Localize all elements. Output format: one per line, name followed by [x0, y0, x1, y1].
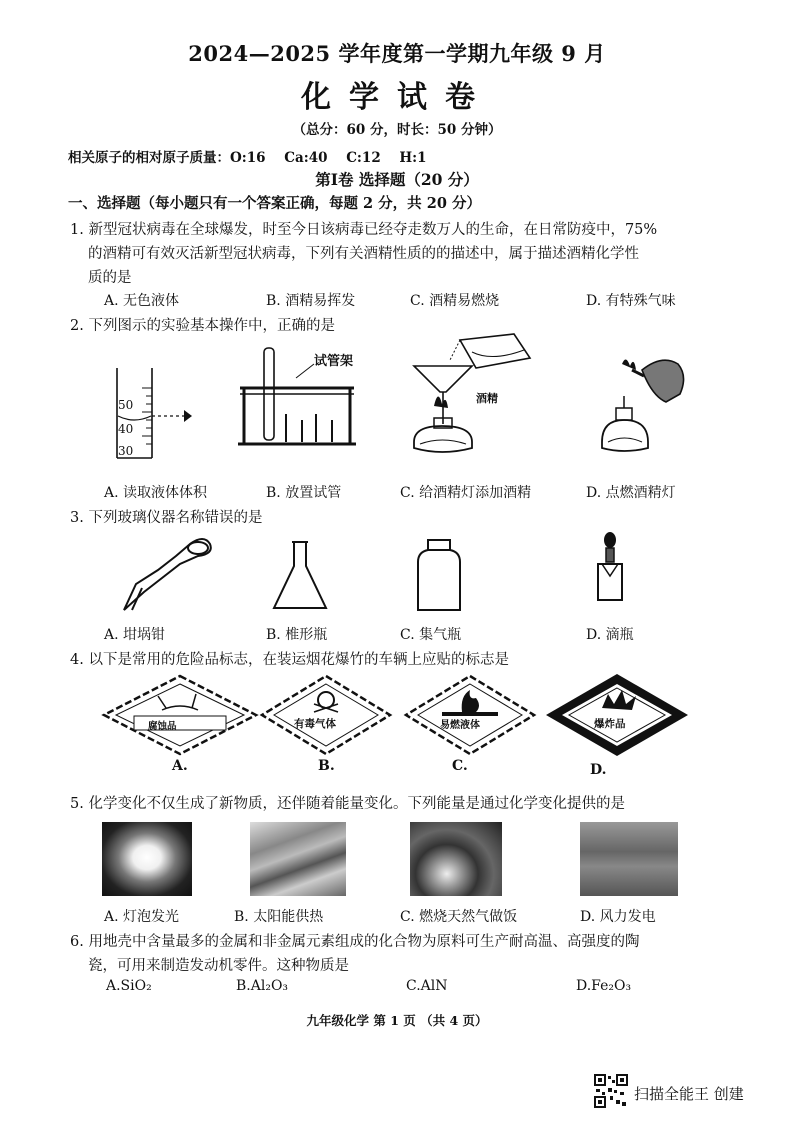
q4-letter-d: D.	[590, 762, 607, 778]
dropper-bottle-figure	[590, 530, 630, 606]
q4-letter-c: C.	[452, 758, 468, 774]
q6-option-a: A.SiO₂	[106, 978, 152, 994]
photo-light-bulb	[102, 822, 192, 896]
tick-40: 40	[118, 422, 134, 436]
conical-flask-figure	[270, 540, 330, 614]
photo-solar-heater	[250, 822, 346, 896]
tick-30: 30	[118, 444, 134, 458]
q5-stem: 5. 化学变化不仅生成了新物质，还伴随着能量变化。下列能量是通过化学变化提供的是	[70, 796, 625, 812]
exam-title-line1: 2024—2025 学年度第一学期九年级 9 月	[188, 41, 606, 66]
sign-explosive-figure	[544, 672, 690, 758]
q6-option-c: C.AlN	[406, 978, 448, 994]
q6-option-b: B.Al₂O₃	[236, 978, 289, 994]
sign-label-a: 腐蚀品	[148, 721, 177, 732]
q3-option-d: D. 滴瓶	[586, 627, 634, 643]
lamp-lighting-figure	[596, 350, 706, 462]
q5-option-b: B. 太阳能供热	[234, 909, 324, 925]
q1-line2: 的酒精可有效灭活新型冠状病毒，下列有关酒精性质的的描述中，属于描述酒精化学性	[88, 246, 639, 262]
q3-stem: 3. 下列玻璃仪器名称错误的是	[70, 510, 263, 526]
q1-option-a: A. 无色液体	[104, 293, 180, 309]
gas-jar-figure	[414, 538, 464, 614]
alcohol-label: 酒精	[476, 392, 498, 405]
exam-subtitle: （总分：60 分，时长：50 分钟）	[292, 122, 502, 138]
atomic-masses: 相关原子的相对原子质量：O:16 Ca:40 C:12 H:1	[68, 150, 427, 166]
q3-option-b: B. 椎形瓶	[266, 627, 328, 643]
q6-line2: 瓷，可用来制造发动机零件。这种物质是	[88, 958, 349, 974]
q2-stem: 2. 下列图示的实验基本操作中，正确的是	[70, 318, 335, 334]
flame-icon	[462, 690, 479, 712]
sign-label-c: 易燃液体	[440, 720, 480, 731]
q2-option-a: A. 读取液体体积	[104, 485, 208, 501]
q1-line1: 1. 新型冠状病毒在全球爆发，时至今日该病毒已经夺走数万人的生命，在日常防疫中，75%	[70, 222, 658, 238]
q2-option-d: D. 点燃酒精灯	[586, 485, 676, 501]
q2-option-b: B. 放置试管	[266, 485, 342, 501]
part1-title: 第Ⅰ卷 选择题（20 分）	[315, 170, 479, 189]
q1-option-d: D. 有特殊气味	[586, 293, 676, 309]
sign-label-d: 爆炸品	[594, 718, 626, 730]
section-title: 一、选择题（每小题只有一个答案正确，每题 2 分，共 20 分）	[68, 195, 481, 212]
q3-option-a: A. 坩埚钳	[104, 627, 166, 643]
exam-title: 化学试卷	[301, 80, 493, 115]
sign-flammable-liquid-figure	[402, 672, 538, 758]
sign-label-b: 有毒气体	[294, 718, 336, 730]
q6-option-d: D.Fe₂O₃	[576, 978, 632, 994]
q1-option-b: B. 酒精易挥发	[266, 293, 356, 309]
q4-letter-a: A.	[172, 758, 188, 774]
q1-option-c: C. 酒精易燃烧	[410, 293, 500, 309]
q3-option-c: C. 集气瓶	[400, 627, 462, 643]
photo-gas-stove	[410, 822, 502, 896]
sign-corrosive-figure	[100, 672, 260, 758]
q4-letter-b: B.	[318, 758, 335, 774]
page-footer: 九年级化学 第 1 页 （共 4 页）	[306, 1013, 488, 1028]
qr-code-icon	[594, 1074, 628, 1108]
q5-option-a: A. 灯泡发光	[104, 909, 180, 925]
q4-stem: 4. 以下是常用的危险品标志，在装运烟花爆竹的车辆上应贴的标志是	[70, 652, 509, 668]
tick-50: 50	[118, 398, 134, 412]
q1-line3: 质的是	[88, 270, 132, 286]
eye-icon	[184, 410, 192, 422]
q6-line1: 6. 用地壳中含量最多的金属和非金属元素组成的化合物为原料可生产耐高温、高强度的陶	[70, 934, 640, 950]
photo-wind-turbine	[580, 822, 678, 896]
rack-label: 试管架	[314, 354, 354, 369]
scanner-watermark: 扫描全能王 创建	[634, 1085, 744, 1103]
crucible-tongs-figure	[118, 530, 218, 614]
alcohol-funnel-figure	[406, 332, 536, 464]
q2-option-c: C. 给酒精灯添加酒精	[400, 485, 532, 501]
q5-option-d: D. 风力发电	[580, 909, 656, 925]
q5-option-c: C. 燃烧天然气做饭	[400, 909, 518, 925]
sign-toxic-gas-figure	[258, 672, 394, 758]
